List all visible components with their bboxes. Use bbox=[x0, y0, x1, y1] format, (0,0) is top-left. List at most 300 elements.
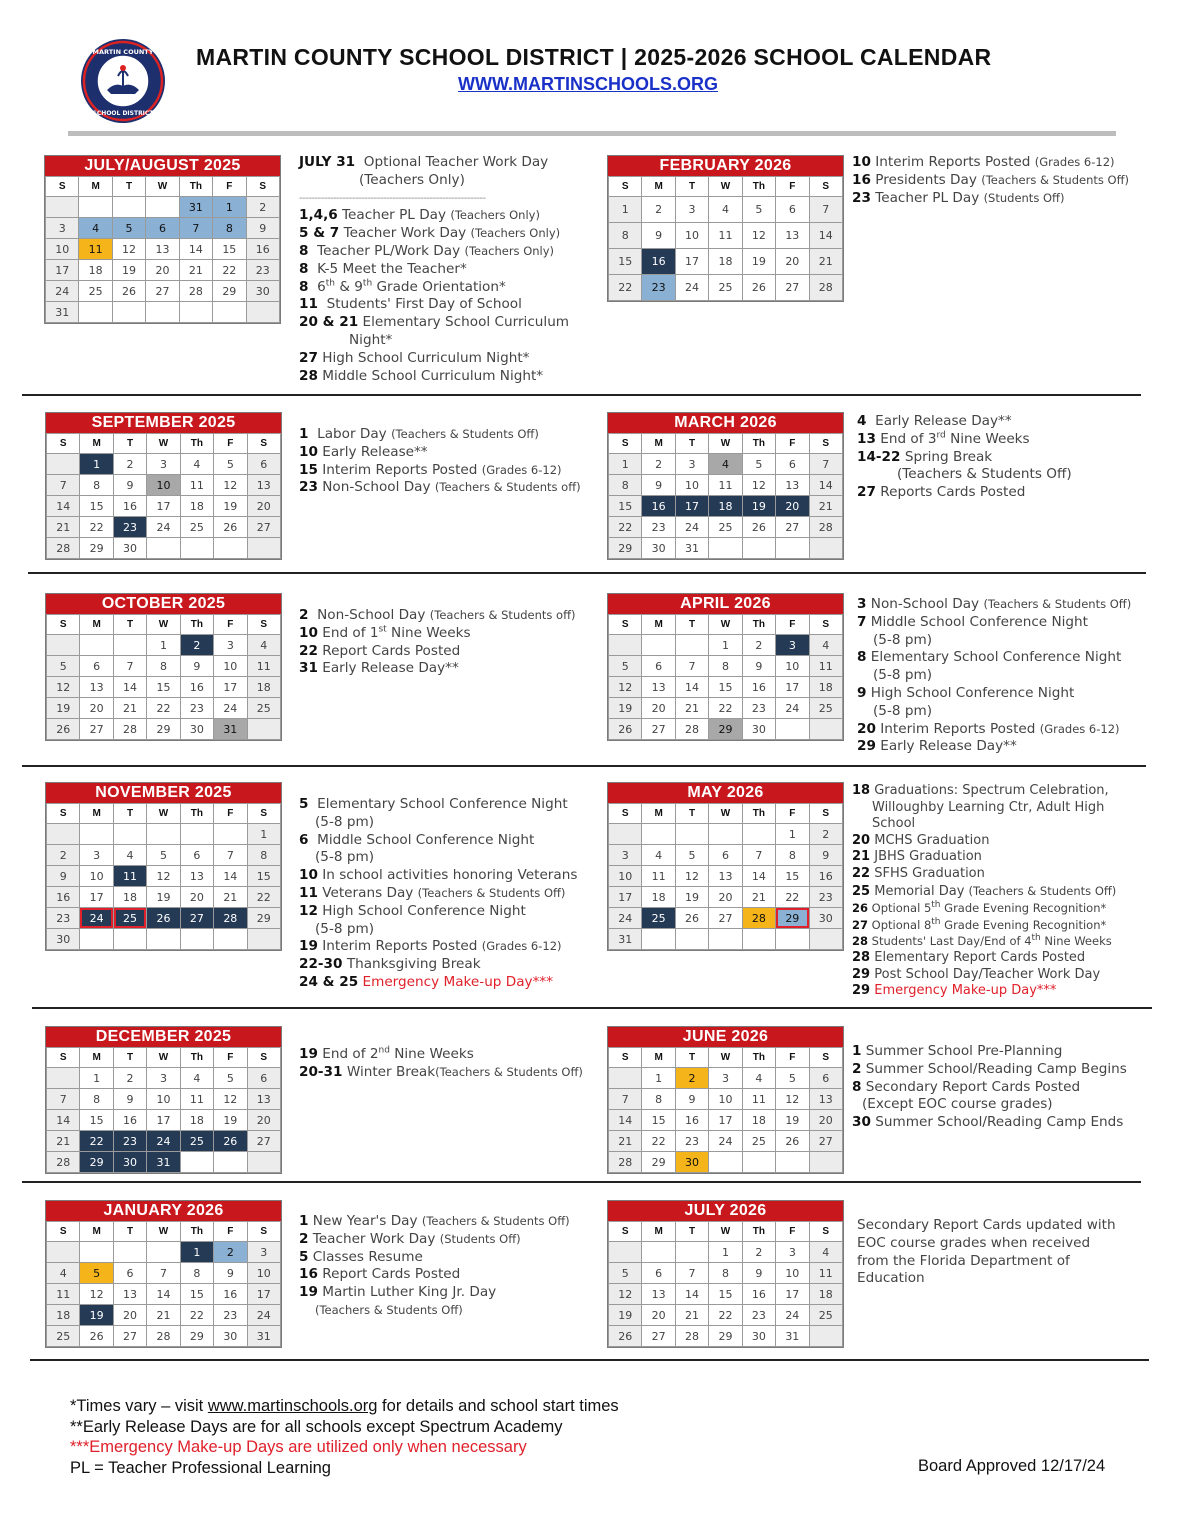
day-cell: 8 bbox=[213, 218, 246, 239]
day-cell: 13 bbox=[247, 475, 280, 496]
month-grid bbox=[45, 176, 280, 323]
weekday-header: F bbox=[776, 1048, 809, 1068]
day-cell bbox=[776, 1152, 809, 1173]
week-row bbox=[609, 1068, 843, 1089]
day-cell bbox=[642, 635, 675, 656]
weekday-header: T bbox=[113, 804, 146, 824]
day-cell: 31 bbox=[214, 719, 247, 740]
day-cell: 19 bbox=[609, 698, 642, 719]
week-row bbox=[47, 845, 281, 866]
day-cell: 9 bbox=[214, 1263, 247, 1284]
day-cell: 14 bbox=[809, 223, 842, 249]
row-divider bbox=[22, 765, 1146, 767]
day-cell bbox=[642, 1242, 675, 1263]
day-cell: 17 bbox=[609, 887, 642, 908]
day-cell: 20 bbox=[809, 1110, 842, 1131]
day-cell bbox=[179, 302, 212, 323]
day-cell: 19 bbox=[742, 496, 775, 517]
week-row bbox=[609, 1089, 843, 1110]
day-cell: 16 bbox=[675, 1110, 708, 1131]
day-cell bbox=[609, 1242, 642, 1263]
weekday-header: S bbox=[247, 1048, 280, 1068]
day-cell: 11 bbox=[47, 1284, 80, 1305]
month-title: SEPTEMBER 2025 bbox=[46, 413, 281, 433]
month-title: MARCH 2026 bbox=[608, 413, 843, 433]
day-cell bbox=[776, 538, 809, 559]
day-cell bbox=[675, 929, 708, 950]
day-cell: 12 bbox=[80, 1284, 113, 1305]
weekday-header: T bbox=[113, 1048, 146, 1068]
weekday-header: S bbox=[609, 1048, 642, 1068]
day-cell bbox=[147, 538, 180, 559]
day-cell: 22 bbox=[80, 517, 113, 538]
month-grid bbox=[608, 433, 843, 559]
month-title: JUNE 2026 bbox=[608, 1027, 843, 1047]
day-cell bbox=[742, 1152, 775, 1173]
day-cell: 7 bbox=[47, 1089, 80, 1110]
weekday-header: T bbox=[113, 434, 146, 454]
week-row bbox=[609, 656, 843, 677]
day-cell: 10 bbox=[147, 475, 180, 496]
day-cell: 26 bbox=[742, 517, 775, 538]
calendar-october-2025 bbox=[45, 593, 282, 741]
day-cell: 16 bbox=[113, 496, 146, 517]
day-cell: 27 bbox=[809, 1131, 842, 1152]
events-october: 2 Non-School Day (Teachers & Students off) 10 End of 1st Nine Weeks 22 Report Cards Posted 31 Early Release Day** bbox=[299, 607, 576, 677]
day-cell: 21 bbox=[675, 698, 708, 719]
weekday-header: S bbox=[809, 434, 842, 454]
day-cell: 18 bbox=[742, 1110, 775, 1131]
weekday-header: S bbox=[609, 434, 642, 454]
calendar-november-2025 bbox=[45, 782, 282, 951]
day-cell: 15 bbox=[709, 677, 742, 698]
week-row bbox=[609, 1110, 843, 1131]
day-cell: 1 bbox=[609, 454, 642, 475]
calendar-july-2026 bbox=[607, 1200, 844, 1348]
week-row bbox=[47, 824, 281, 845]
day-cell: 6 bbox=[776, 197, 809, 223]
day-cell: 23 bbox=[642, 517, 675, 538]
day-cell bbox=[609, 1068, 642, 1089]
day-cell: 13 bbox=[776, 475, 809, 496]
day-cell: 12 bbox=[47, 677, 80, 698]
weekday-header: M bbox=[80, 804, 113, 824]
day-cell bbox=[247, 538, 280, 559]
day-cell: 9 bbox=[113, 1089, 146, 1110]
weekday-header: W bbox=[709, 615, 742, 635]
day-cell: 29 bbox=[213, 281, 246, 302]
day-cell: 30 bbox=[214, 1326, 247, 1347]
day-cell: 13 bbox=[146, 239, 179, 260]
day-cell bbox=[809, 929, 842, 950]
day-cell: 21 bbox=[147, 1305, 180, 1326]
day-cell: 8 bbox=[147, 656, 180, 677]
day-cell: 6 bbox=[113, 1263, 146, 1284]
day-cell bbox=[47, 1242, 80, 1263]
day-cell: 10 bbox=[776, 1263, 809, 1284]
row-divider bbox=[28, 572, 1146, 574]
day-cell: 15 bbox=[180, 1284, 213, 1305]
day-cell: 24 bbox=[609, 908, 642, 929]
weekday-header: S bbox=[47, 1048, 80, 1068]
day-cell: 23 bbox=[675, 1131, 708, 1152]
day-cell: 5 bbox=[742, 454, 775, 475]
weekday-header: W bbox=[709, 177, 742, 197]
day-cell: 31 bbox=[179, 197, 212, 218]
weekday-header: S bbox=[47, 804, 80, 824]
weekday-header: F bbox=[213, 177, 246, 197]
day-cell: 27 bbox=[776, 275, 809, 301]
day-cell: 14 bbox=[47, 496, 80, 517]
day-cell bbox=[112, 302, 145, 323]
day-cell: 20 bbox=[776, 496, 809, 517]
day-cell: 6 bbox=[180, 845, 213, 866]
weekday-header: S bbox=[247, 615, 280, 635]
day-cell: 11 bbox=[642, 866, 675, 887]
weekday-header: S bbox=[247, 1222, 280, 1242]
day-cell: 21 bbox=[675, 1305, 708, 1326]
weekday-header: S bbox=[247, 804, 280, 824]
day-cell: 1 bbox=[709, 1242, 742, 1263]
day-cell: 25 bbox=[79, 281, 112, 302]
week-row bbox=[47, 538, 281, 559]
day-cell: 4 bbox=[809, 1242, 842, 1263]
page-title: MARTIN COUNTY SCHOOL DISTRICT | 2025-2026 SCHOOL CALENDAR bbox=[196, 44, 992, 70]
day-cell: 8 bbox=[180, 1263, 213, 1284]
day-cell: 29 bbox=[609, 538, 642, 559]
day-cell: 4 bbox=[79, 218, 112, 239]
week-row bbox=[609, 538, 843, 559]
day-cell bbox=[742, 929, 775, 950]
day-cell: 21 bbox=[214, 887, 247, 908]
day-cell: 27 bbox=[642, 1326, 675, 1347]
day-cell: 17 bbox=[776, 677, 809, 698]
day-cell: 20 bbox=[709, 887, 742, 908]
day-cell: 8 bbox=[709, 1263, 742, 1284]
day-cell: 13 bbox=[709, 866, 742, 887]
day-cell: 4 bbox=[47, 1263, 80, 1284]
day-cell: 6 bbox=[80, 656, 113, 677]
events-june: 1 Summer School Pre-Planning 2 Summer School/Reading Camp Begins 8 Secondary Report Cards Posted (Except EOC course grades) 30 Summer School/Reading Camp Ends bbox=[852, 1043, 1127, 1131]
day-cell bbox=[247, 929, 280, 950]
day-cell: 17 bbox=[675, 249, 708, 275]
day-cell: 2 bbox=[47, 845, 80, 866]
day-cell: 17 bbox=[46, 260, 79, 281]
day-cell: 26 bbox=[675, 908, 708, 929]
footer-note-pl: PL = Teacher Professional Learning bbox=[70, 1458, 331, 1477]
day-cell: 28 bbox=[809, 517, 842, 538]
footer-website-link[interactable]: www.martinschools.org bbox=[207, 1397, 378, 1415]
day-cell: 21 bbox=[47, 1131, 80, 1152]
weekday-header: M bbox=[642, 434, 675, 454]
day-cell bbox=[642, 824, 675, 845]
day-cell: 13 bbox=[80, 677, 113, 698]
day-cell: 26 bbox=[147, 908, 180, 929]
day-cell: 19 bbox=[675, 887, 708, 908]
day-cell: 15 bbox=[609, 496, 642, 517]
day-cell: 26 bbox=[214, 517, 247, 538]
day-cell: 3 bbox=[675, 197, 708, 223]
month-grid bbox=[608, 614, 843, 740]
day-cell: 6 bbox=[247, 1068, 280, 1089]
events-march: 4 Early Release Day** 13 End of 3rd Nine Weeks 14-22 Spring Break (Teachers & Students Off) 27 Reports Cards Posted bbox=[857, 413, 1072, 501]
week-row bbox=[47, 475, 281, 496]
weekday-header: Th bbox=[179, 177, 212, 197]
day-cell: 30 bbox=[642, 538, 675, 559]
weekday-header: T bbox=[112, 177, 145, 197]
day-cell: 16 bbox=[113, 1110, 146, 1131]
day-cell: 23 bbox=[113, 1131, 146, 1152]
week-row bbox=[609, 475, 843, 496]
day-cell: 24 bbox=[147, 1131, 180, 1152]
day-cell bbox=[642, 929, 675, 950]
day-cell: 25 bbox=[642, 908, 675, 929]
day-cell: 20 bbox=[247, 496, 280, 517]
day-cell bbox=[47, 824, 80, 845]
weekday-header: Th bbox=[742, 1222, 775, 1242]
day-cell: 19 bbox=[112, 260, 145, 281]
week-row bbox=[609, 1263, 843, 1284]
day-cell: 15 bbox=[642, 1110, 675, 1131]
weekday-header: W bbox=[709, 804, 742, 824]
day-cell: 5 bbox=[609, 656, 642, 677]
day-cell: 23 bbox=[113, 517, 146, 538]
day-cell: 10 bbox=[214, 656, 247, 677]
day-cell: 3 bbox=[776, 1242, 809, 1263]
day-cell: 4 bbox=[709, 197, 742, 223]
weekday-header: Th bbox=[742, 434, 775, 454]
month-title: OCTOBER 2025 bbox=[46, 594, 281, 614]
day-cell: 19 bbox=[147, 887, 180, 908]
weekday-header: S bbox=[609, 1222, 642, 1242]
day-cell: 10 bbox=[675, 475, 708, 496]
day-cell: 20 bbox=[146, 260, 179, 281]
day-cell: 20 bbox=[642, 1305, 675, 1326]
day-cell: 11 bbox=[709, 223, 742, 249]
day-cell: 24 bbox=[776, 1305, 809, 1326]
day-cell: 27 bbox=[642, 719, 675, 740]
week-row bbox=[609, 677, 843, 698]
events-july-august: JULY 31 Optional Teacher Work Day (Teachers Only) ------------------------------------------------------------ 1,4,6 Teacher PL Day (Teachers Only) 5 & 7 Teacher Work Day (Teachers Only) 8 Teacher PL/Work Day (Teachers Only) 8 K-5 Meet the Teacher* 8 6th & 9th Grade Orientation* 11 Students' First Day of School 20 & 21 Elementary School Curriculum Night* 27 High School Curriculum Night* 28 Middle School Curriculum Night* bbox=[299, 154, 570, 384]
day-cell: 18 bbox=[642, 887, 675, 908]
day-cell: 2 bbox=[675, 1068, 708, 1089]
day-cell: 8 bbox=[609, 223, 642, 249]
day-cell: 28 bbox=[742, 908, 775, 929]
week-row bbox=[47, 454, 281, 475]
day-cell: 14 bbox=[609, 1110, 642, 1131]
week-row bbox=[47, 677, 281, 698]
day-cell bbox=[609, 824, 642, 845]
header-divider bbox=[68, 131, 1116, 136]
week-row bbox=[609, 887, 843, 908]
calendar-december-2025 bbox=[45, 1026, 282, 1174]
day-cell: 4 bbox=[180, 454, 213, 475]
day-cell bbox=[113, 824, 146, 845]
weekday-header: S bbox=[609, 615, 642, 635]
day-cell: 19 bbox=[47, 698, 80, 719]
day-cell: 19 bbox=[776, 1110, 809, 1131]
calendar-may-2026 bbox=[607, 782, 844, 951]
footer-notes bbox=[70, 1396, 619, 1478]
day-cell: 6 bbox=[642, 1263, 675, 1284]
month-title: JULY 2026 bbox=[608, 1201, 843, 1221]
weekday-header: S bbox=[609, 177, 642, 197]
day-cell: 7 bbox=[809, 454, 842, 475]
day-cell bbox=[709, 538, 742, 559]
events-december: 19 End of 2nd Nine Weeks 20-31 Winter Break(Teachers & Students Off) bbox=[299, 1045, 583, 1080]
day-cell: 7 bbox=[47, 475, 80, 496]
week-row bbox=[609, 929, 843, 950]
weekday-header: M bbox=[642, 1222, 675, 1242]
weekday-header: F bbox=[214, 1222, 247, 1242]
day-cell: 17 bbox=[147, 1110, 180, 1131]
day-cell bbox=[809, 1326, 842, 1347]
day-cell: 6 bbox=[642, 656, 675, 677]
weekday-header: Th bbox=[742, 1048, 775, 1068]
week-row bbox=[47, 1242, 281, 1263]
day-cell: 25 bbox=[709, 275, 742, 301]
day-cell: 4 bbox=[180, 1068, 213, 1089]
day-cell: 24 bbox=[214, 698, 247, 719]
day-cell: 31 bbox=[675, 538, 708, 559]
week-row bbox=[609, 866, 843, 887]
week-row bbox=[46, 281, 280, 302]
day-cell: 1 bbox=[147, 635, 180, 656]
month-grid bbox=[46, 1221, 281, 1347]
day-cell: 29 bbox=[147, 719, 180, 740]
day-cell: 24 bbox=[147, 517, 180, 538]
day-cell: 20 bbox=[180, 887, 213, 908]
day-cell bbox=[675, 824, 708, 845]
day-cell: 12 bbox=[214, 1089, 247, 1110]
weekday-header: W bbox=[147, 804, 180, 824]
day-cell: 6 bbox=[776, 454, 809, 475]
day-cell: 30 bbox=[113, 538, 146, 559]
day-cell: 8 bbox=[80, 1089, 113, 1110]
week-row bbox=[609, 223, 843, 249]
weekday-header: M bbox=[80, 1222, 113, 1242]
weekday-header: W bbox=[147, 1048, 180, 1068]
day-cell: 2 bbox=[642, 454, 675, 475]
day-cell bbox=[146, 197, 179, 218]
day-cell: 16 bbox=[246, 239, 279, 260]
month-grid bbox=[46, 1047, 281, 1173]
day-cell: 7 bbox=[675, 656, 708, 677]
day-cell: 10 bbox=[46, 239, 79, 260]
day-cell: 27 bbox=[247, 1131, 280, 1152]
day-cell: 21 bbox=[742, 887, 775, 908]
day-cell: 17 bbox=[675, 496, 708, 517]
week-row bbox=[47, 1152, 281, 1173]
day-cell: 4 bbox=[642, 845, 675, 866]
day-cell: 3 bbox=[147, 454, 180, 475]
weekday-header: Th bbox=[180, 1222, 213, 1242]
day-cell: 3 bbox=[709, 1068, 742, 1089]
day-cell: 29 bbox=[776, 908, 809, 929]
weekday-header: Th bbox=[742, 804, 775, 824]
day-cell: 10 bbox=[709, 1089, 742, 1110]
month-title: DECEMBER 2025 bbox=[46, 1027, 281, 1047]
weekday-header: M bbox=[642, 1048, 675, 1068]
week-row bbox=[609, 454, 843, 475]
day-cell: 7 bbox=[179, 218, 212, 239]
day-cell: 8 bbox=[609, 475, 642, 496]
day-cell bbox=[776, 929, 809, 950]
day-cell: 26 bbox=[47, 719, 80, 740]
weekday-header: W bbox=[709, 1222, 742, 1242]
day-cell: 21 bbox=[113, 698, 146, 719]
day-cell: 9 bbox=[642, 223, 675, 249]
day-cell: 30 bbox=[246, 281, 279, 302]
day-cell: 14 bbox=[113, 677, 146, 698]
day-cell bbox=[47, 454, 80, 475]
weekday-header: S bbox=[809, 1222, 842, 1242]
day-cell: 22 bbox=[247, 887, 280, 908]
day-cell: 2 bbox=[742, 1242, 775, 1263]
week-row bbox=[609, 1305, 843, 1326]
day-cell bbox=[675, 1242, 708, 1263]
weekday-header: T bbox=[675, 615, 708, 635]
day-cell: 16 bbox=[214, 1284, 247, 1305]
day-cell: 29 bbox=[709, 719, 742, 740]
day-cell: 26 bbox=[609, 1326, 642, 1347]
week-row bbox=[609, 719, 843, 740]
events-january: 1 New Year's Day (Teachers & Students Off) 2 Teacher Work Day (Students Off) 5 Classes Resume 16 Report Cards Posted 19 Martin Luther King Jr. Day (Teachers & Students Off) bbox=[299, 1213, 570, 1317]
day-cell: 10 bbox=[247, 1263, 280, 1284]
day-cell: 13 bbox=[247, 1089, 280, 1110]
day-cell bbox=[709, 1152, 742, 1173]
day-cell: 14 bbox=[675, 677, 708, 698]
day-cell: 13 bbox=[776, 223, 809, 249]
website-link[interactable]: WWW.MARTINSCHOOLS.ORG bbox=[458, 74, 718, 94]
day-cell: 7 bbox=[147, 1263, 180, 1284]
day-cell: 21 bbox=[809, 496, 842, 517]
day-cell: 22 bbox=[709, 1305, 742, 1326]
week-row bbox=[47, 887, 281, 908]
day-cell: 22 bbox=[642, 1131, 675, 1152]
day-cell: 23 bbox=[642, 275, 675, 301]
day-cell: 3 bbox=[247, 1242, 280, 1263]
row-divider bbox=[22, 1181, 1141, 1183]
day-cell: 18 bbox=[709, 496, 742, 517]
day-cell: 20 bbox=[80, 698, 113, 719]
day-cell: 30 bbox=[113, 1152, 146, 1173]
day-cell: 29 bbox=[709, 1326, 742, 1347]
weekday-header: T bbox=[113, 615, 146, 635]
day-cell bbox=[147, 1242, 180, 1263]
day-cell bbox=[675, 635, 708, 656]
day-cell: 15 bbox=[80, 496, 113, 517]
day-cell: 23 bbox=[214, 1305, 247, 1326]
events-november: 5 Elementary School Conference Night (5-8 pm) 6 Middle School Conference Night (5-8 pm) 10 In school activities honoring Veterans 11 Veterans Day (Teachers & Students Off) 12 High School Conference Night (5-8 pm) 19 Interim Reports Posted (Grades 6-12) 22-30 Thanksgiving Break 24 & 25 Emergency Make-up Day*** bbox=[299, 796, 578, 990]
weekday-header: S bbox=[46, 177, 79, 197]
day-cell bbox=[79, 197, 112, 218]
day-cell: 24 bbox=[247, 1305, 280, 1326]
day-cell: 11 bbox=[809, 1263, 842, 1284]
day-cell: 25 bbox=[709, 517, 742, 538]
day-cell: 23 bbox=[246, 260, 279, 281]
day-cell: 2 bbox=[742, 635, 775, 656]
day-cell: 2 bbox=[113, 1068, 146, 1089]
day-cell: 18 bbox=[247, 677, 280, 698]
day-cell: 15 bbox=[80, 1110, 113, 1131]
day-cell: 10 bbox=[776, 656, 809, 677]
week-row bbox=[47, 1263, 281, 1284]
day-cell: 12 bbox=[776, 1089, 809, 1110]
day-cell: 17 bbox=[214, 677, 247, 698]
day-cell: 5 bbox=[609, 1263, 642, 1284]
day-cell: 9 bbox=[742, 1263, 775, 1284]
